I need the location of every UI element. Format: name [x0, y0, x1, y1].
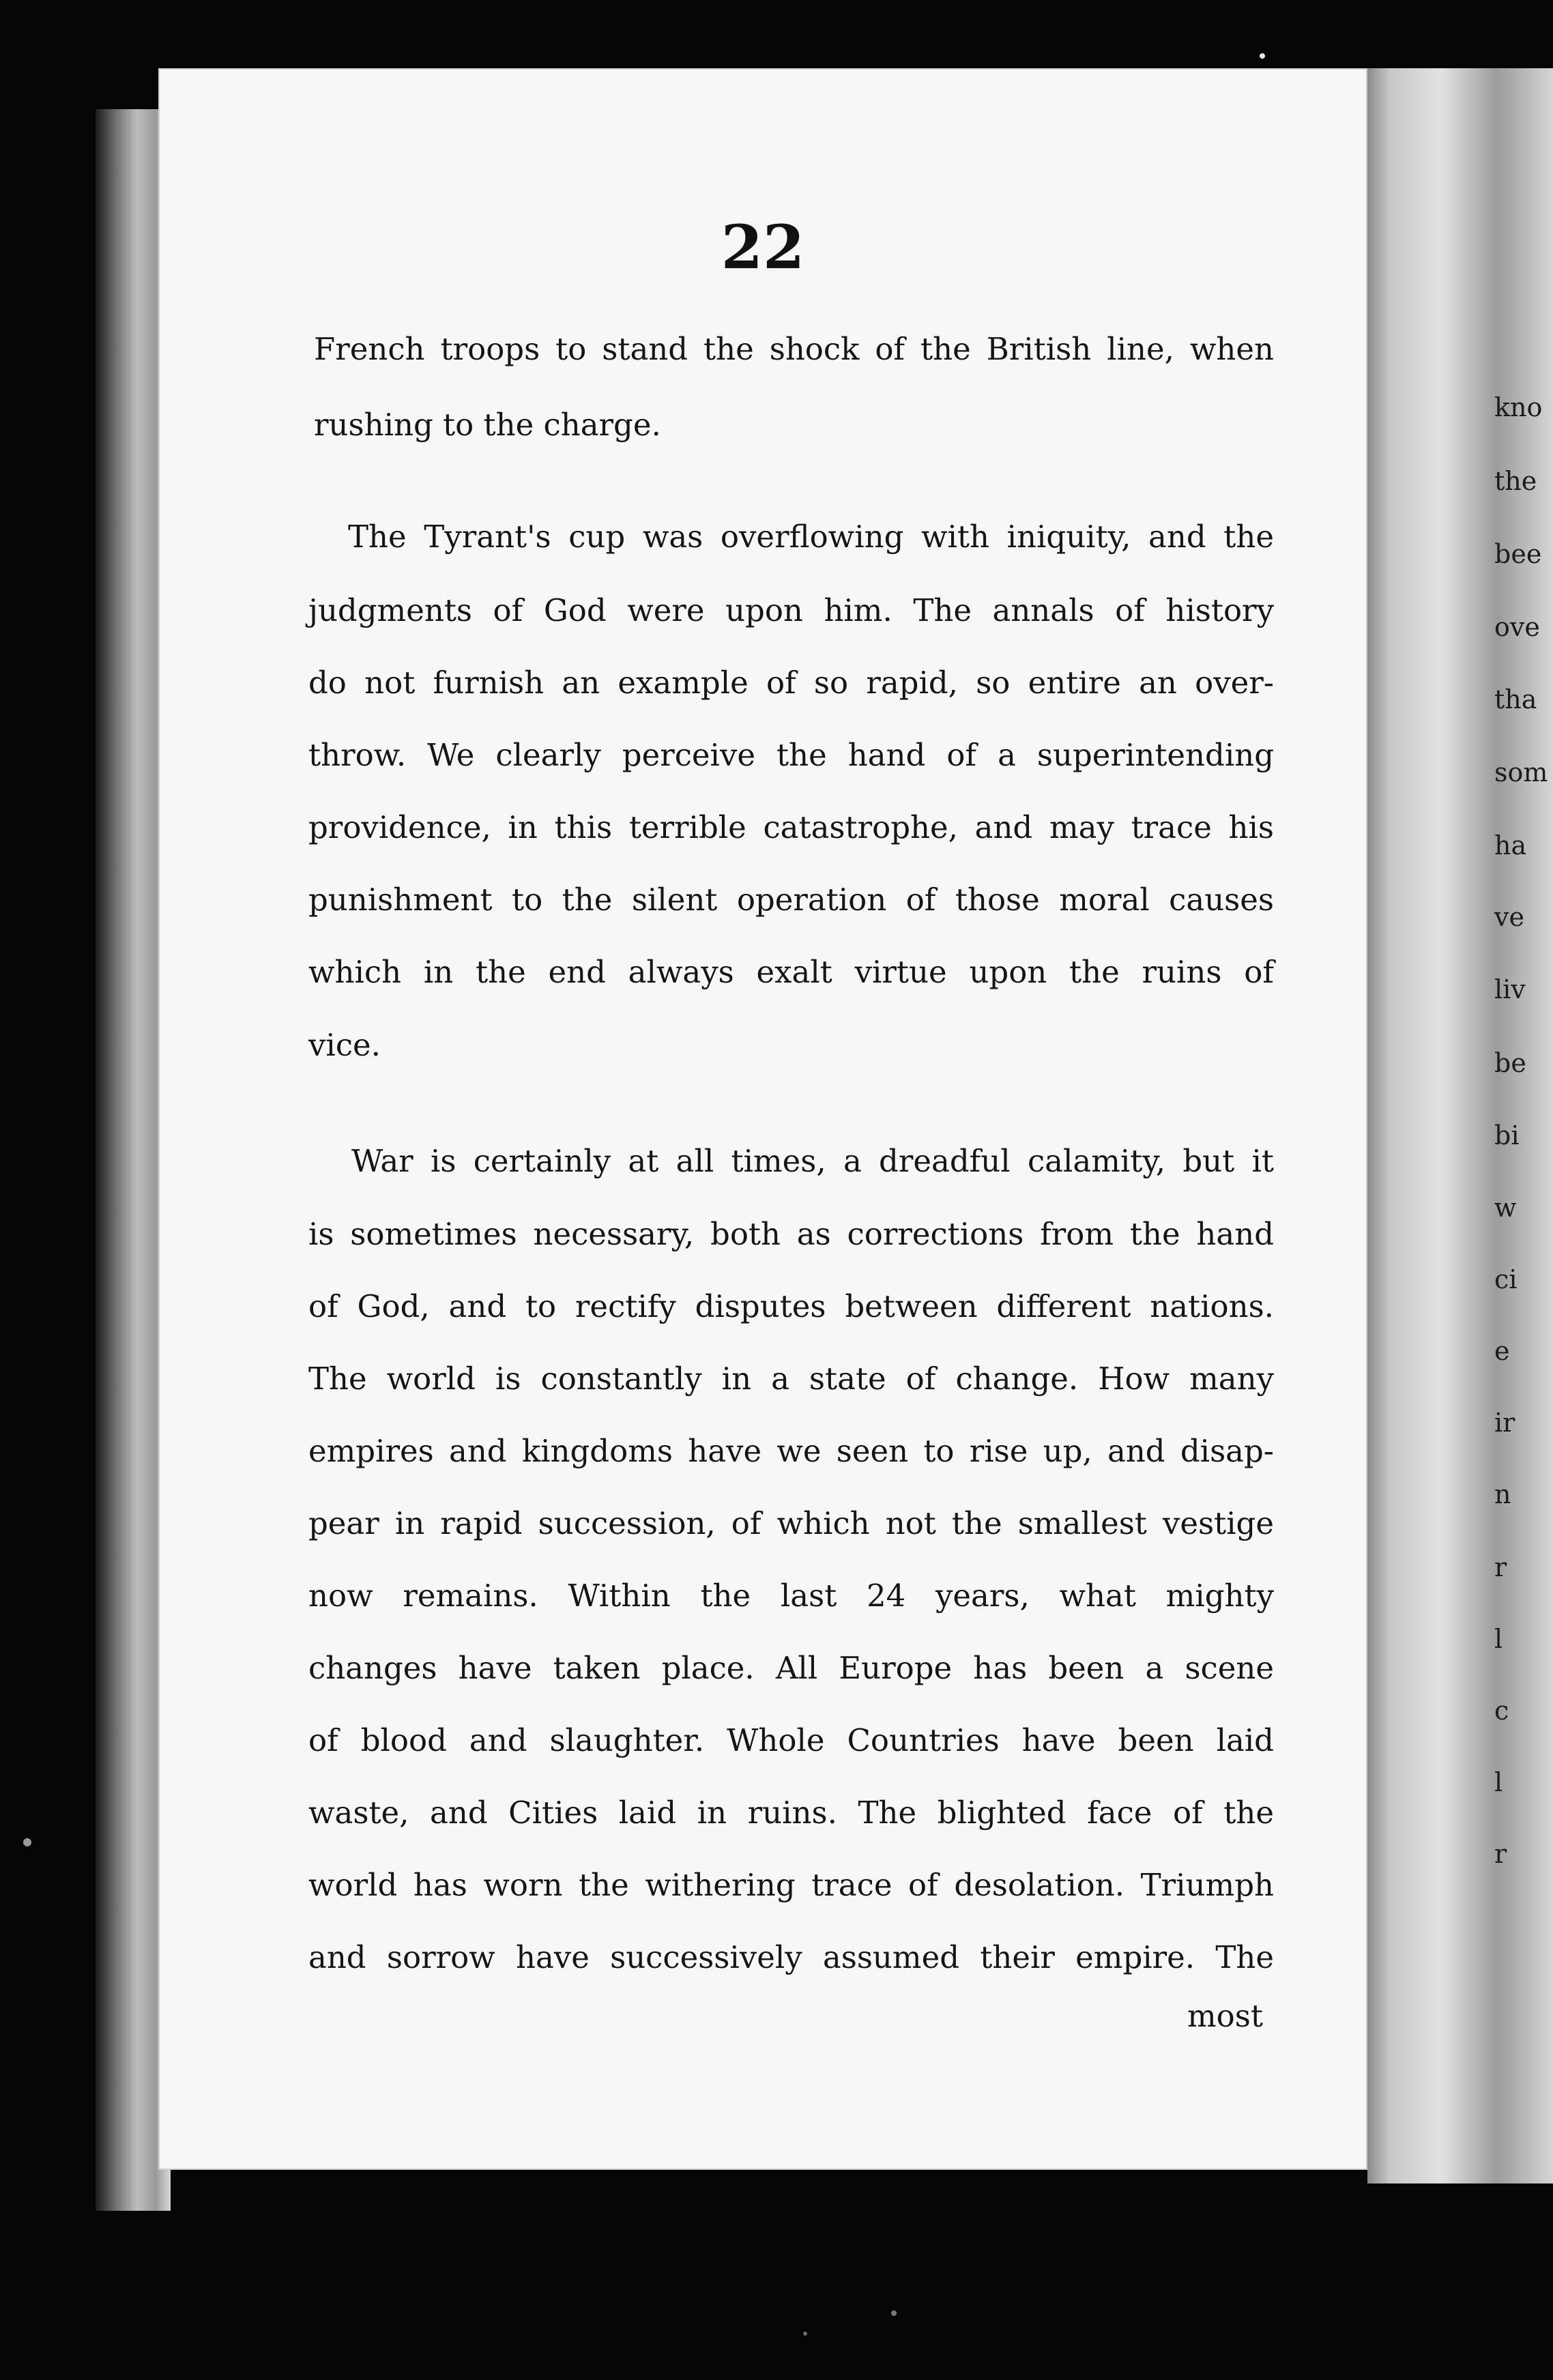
text-line: judgments of God were upon him. The annals of history — [308, 592, 1274, 628]
facing-fragment: r — [1494, 1552, 1507, 1582]
facing-fragment: r — [1494, 1839, 1507, 1869]
text-line: of God, and to rectify disputes between different nations. — [308, 1288, 1274, 1324]
text-line: punishment to the silent operation of those moral causes — [308, 882, 1274, 918]
text-line: changes have taken place. All Europe has been a scene — [308, 1650, 1274, 1686]
facing-fragment: l — [1494, 1767, 1503, 1797]
text-line: now remains. Within the last 24 years, what mighty — [308, 1578, 1274, 1614]
facing-fragment: ir — [1494, 1408, 1515, 1438]
text-line: throw. We clearly perceive the hand of a superintending — [308, 737, 1274, 773]
text-line: providence, in this terrible catastrophe, and may trace his — [308, 809, 1274, 845]
text-line: The world is constantly in a state of change. How many — [308, 1361, 1274, 1397]
text-line: of blood and slaughter. Whole Countries have been laid — [308, 1722, 1274, 1758]
facing-fragment: kno — [1494, 392, 1543, 422]
facing-fragment: n — [1494, 1479, 1511, 1509]
facing-fragment: w — [1494, 1193, 1517, 1223]
facing-fragment: c — [1494, 1696, 1509, 1726]
facing-fragment: bee — [1494, 539, 1542, 569]
facing-fragment: ve — [1494, 902, 1524, 932]
text-line: pear in rapid succession, of which not the smallest vestige — [308, 1505, 1274, 1541]
text-line: empires and kingdoms have we seen to rise up, and disap- — [308, 1433, 1274, 1469]
facing-fragment: bi — [1494, 1120, 1520, 1150]
text-line: rushing to the charge. — [314, 407, 661, 443]
text-line: French troops to stand the shock of the British line, when — [314, 331, 1274, 367]
facing-fragment: som — [1494, 757, 1548, 787]
facing-fragment: tha — [1494, 684, 1537, 714]
text-line: waste, and Cities laid in ruins. The blighted face of the — [308, 1795, 1274, 1831]
text-line: which in the end always exalt virtue upon the ruins of — [308, 954, 1274, 990]
page-number: 22 — [721, 212, 805, 282]
text-line: do not furnish an example of so rapid, so entire an over- — [308, 665, 1274, 701]
text-line: The Tyrant's cup was overflowing with iniquity, and the — [348, 519, 1274, 555]
facing-fragment: the — [1494, 466, 1537, 496]
facing-fragment: liv — [1494, 974, 1526, 1004]
text-line: world has worn the withering trace of desolation. Triumph — [308, 1867, 1274, 1903]
text-line: War is certainly at all times, a dreadful calamity, but it — [351, 1143, 1274, 1179]
facing-fragment: ove — [1494, 612, 1540, 642]
text-line: vice. — [308, 1027, 381, 1063]
facing-fragment: l — [1494, 1624, 1503, 1654]
catchword: most — [1187, 1998, 1263, 2034]
facing-fragment: be — [1494, 1048, 1526, 1078]
text-line: is sometimes necessary, both as corrections from the hand — [308, 1216, 1274, 1252]
text-line: and sorrow have successively assumed their empire. The — [308, 1939, 1274, 1975]
facing-fragment: ci — [1494, 1264, 1518, 1294]
facing-fragment: e — [1494, 1336, 1510, 1366]
facing-fragment: ha — [1494, 830, 1527, 860]
